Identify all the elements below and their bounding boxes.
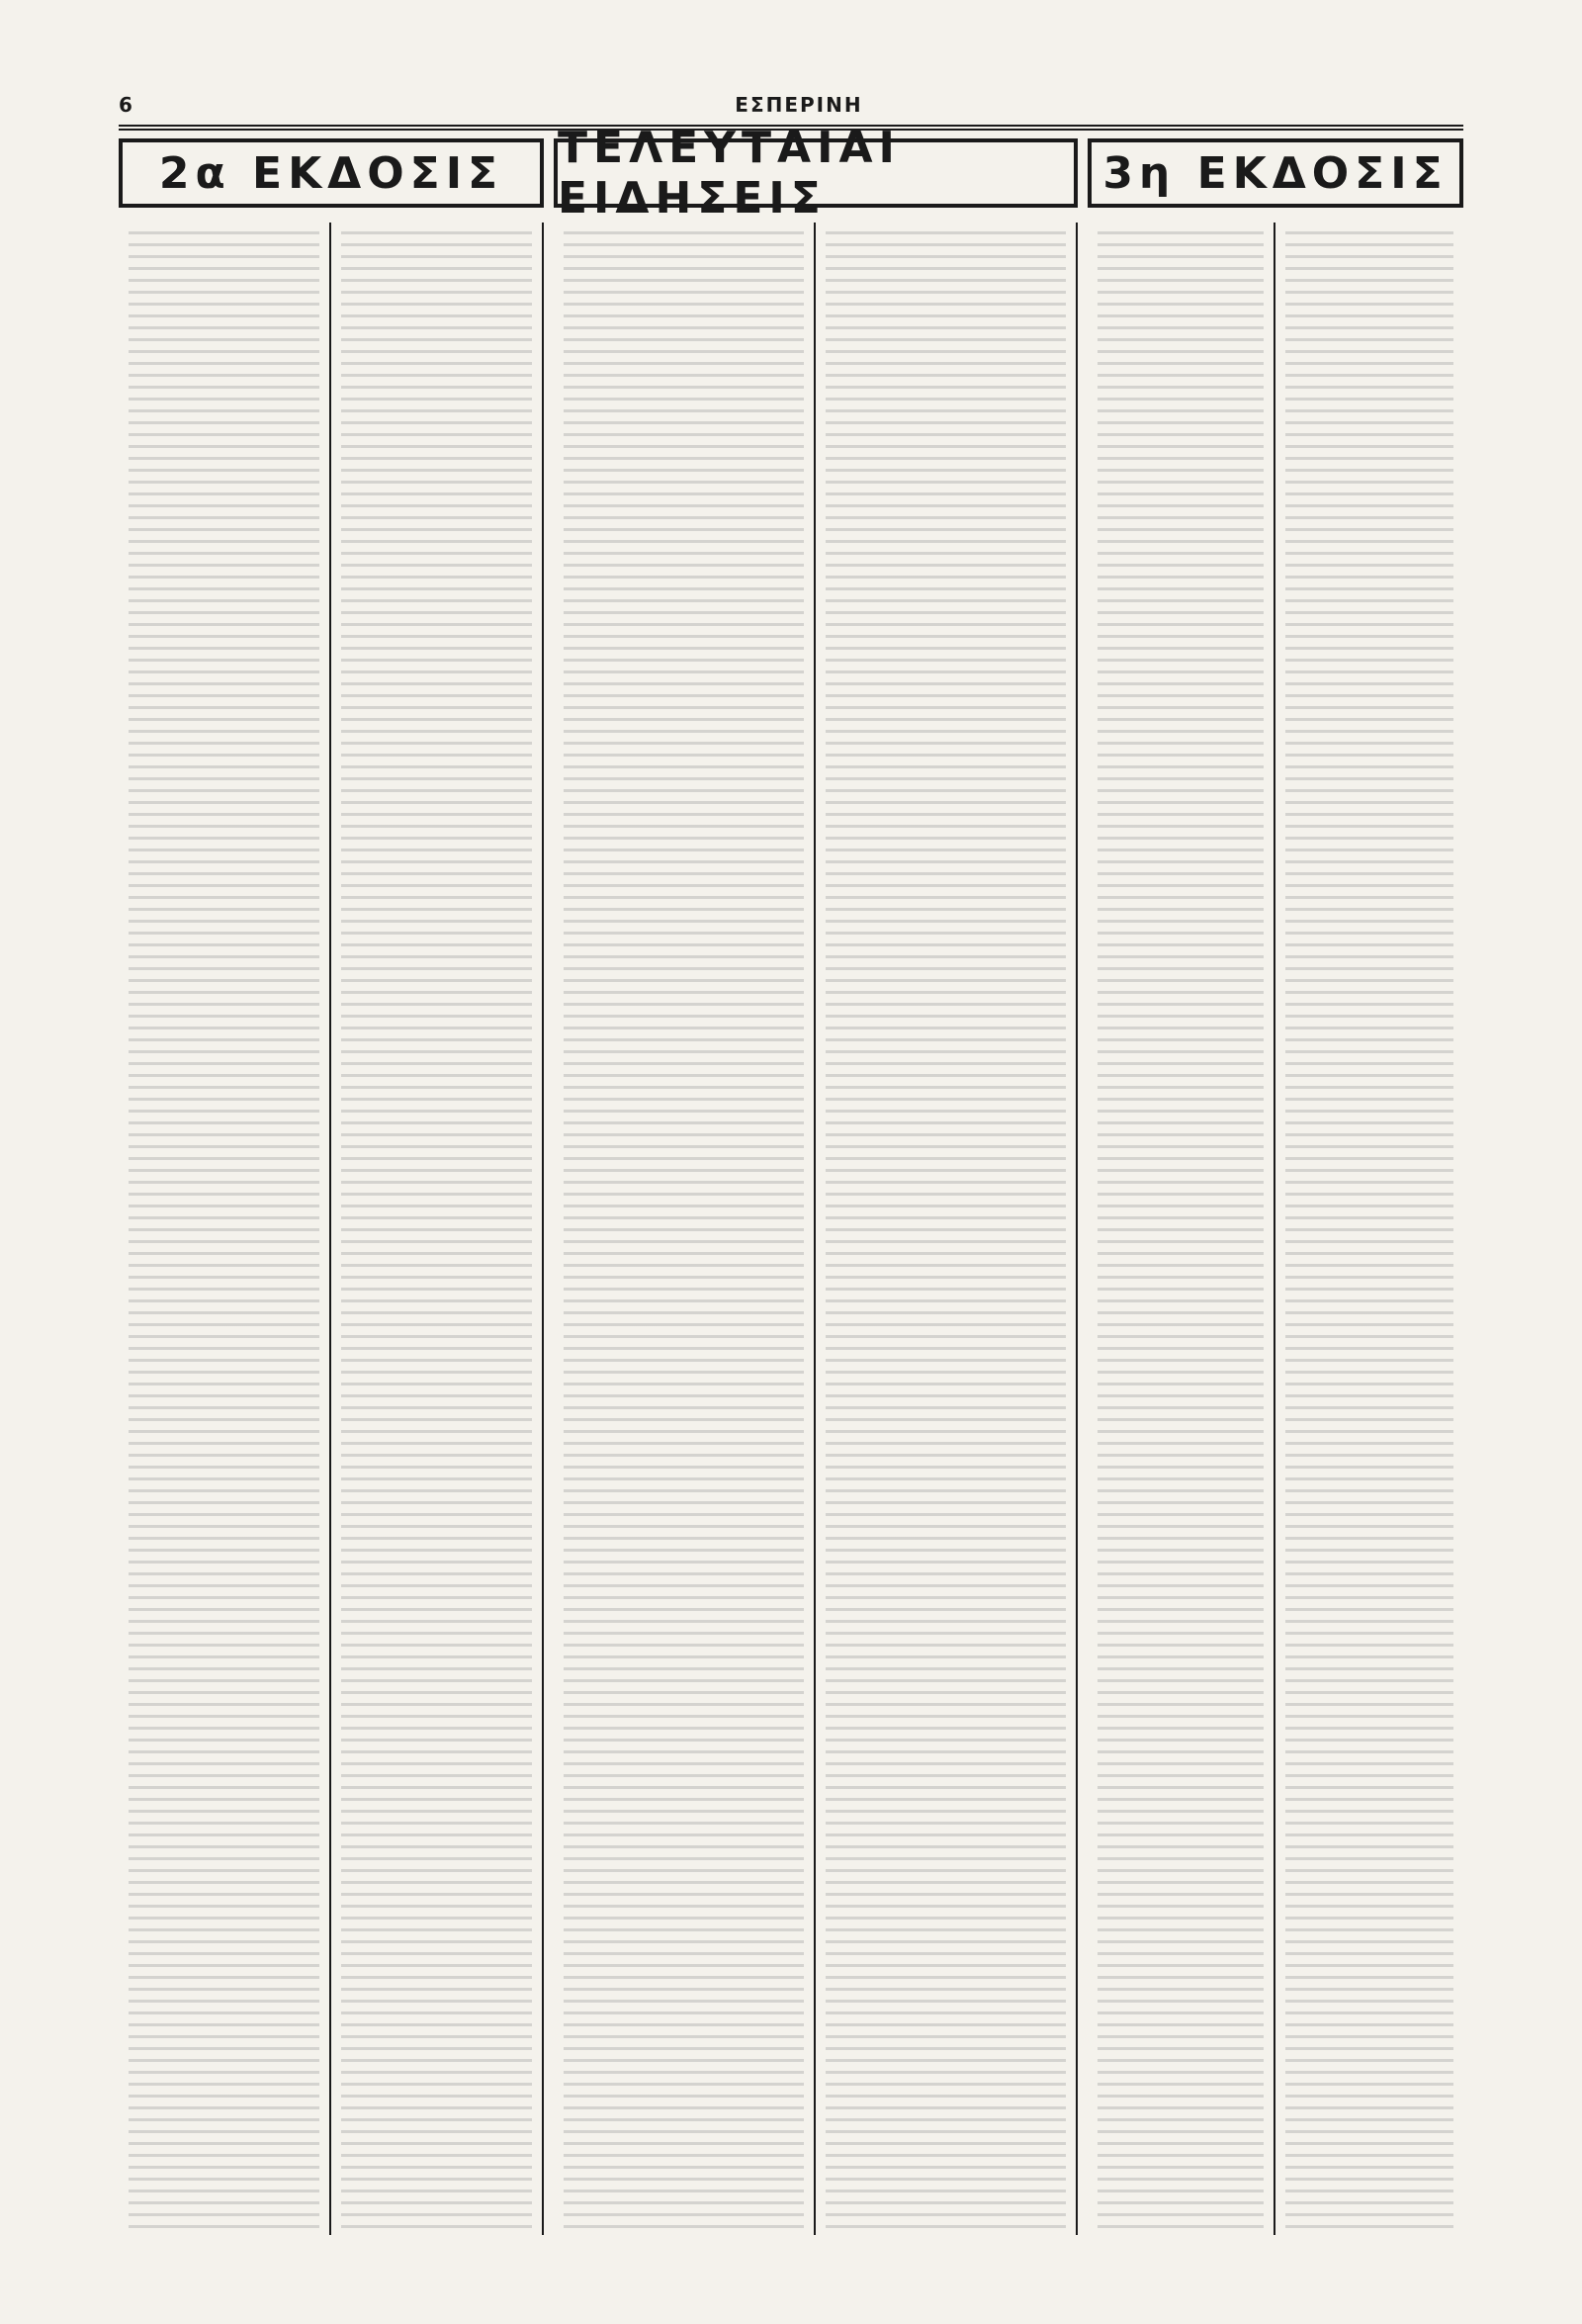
newspaper-title: ΕΣΠΕΡΙΝΗ (735, 93, 863, 117)
column-5 (1088, 223, 1275, 2235)
page-number: 6 (119, 93, 134, 117)
column-2-text-block (341, 223, 532, 2235)
column-2 (331, 223, 544, 2235)
column-3 (554, 223, 816, 2235)
section-header-latest-news: ΤΕΛΕΥΤΑΙΑΙ ΕΙΔΗΣΕΙΣ (554, 138, 1078, 208)
column-4-text-block (826, 223, 1066, 2235)
column-3-text-block (564, 223, 804, 2235)
column-6-text-block (1285, 223, 1453, 2235)
column-1 (119, 223, 331, 2235)
section-header-3rd-edition: 3η ΕΚΔΟΣΙΣ (1088, 138, 1463, 208)
column-6 (1275, 223, 1463, 2235)
column-5-text-block (1098, 223, 1264, 2235)
column-1-text-block (129, 223, 319, 2235)
section-header-2nd-edition: 2α ΕΚΔΟΣΙΣ (119, 138, 544, 208)
column-4 (816, 223, 1078, 2235)
